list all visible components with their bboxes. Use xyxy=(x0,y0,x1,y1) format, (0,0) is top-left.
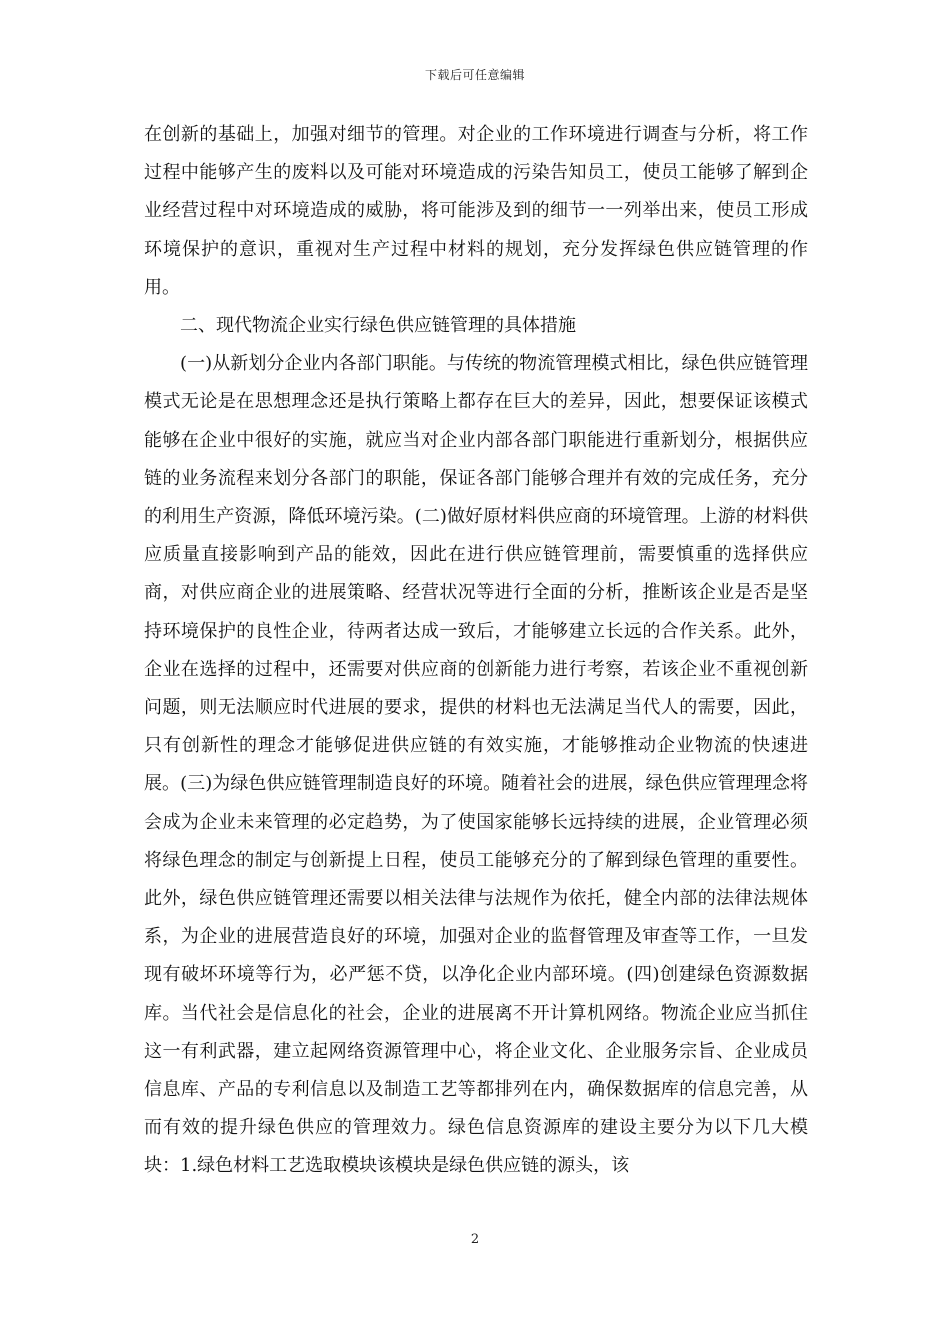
paragraph-measures: (一)从新划分企业内各部门职能。与传统的物流管理模式相比，绿色供应链管理模式无论是在思想理念还是执行策略上都存在巨大的差异，因此，想要保证该模式能够在企业中很好的实施，就应当对企业内部各部门职能进行重新划分，根据供应链的业务流程来划分各部门的职能，保证各部门能够合理并有效的完成任务，充分的利用生产资源，降低环境污染。(二)做好原材料供应商的环境管理。上游的材料供应质量直接影响到产品的能效，因此在进行供应链管理前，需要慎重的选择供应商，对供应商企业的进展策略、经营状况等进行全面的分析，推断该企业是否是坚持环境保护的良性企业，待两者达成一致后，才能够建立长远的合作关系。此外，企业在选择的过程中，还需要对供应商的创新能力进行考察，若该企业不重视创新问题，则无法顺应时代进展的要求，提供的材料也无法满足当代人的需要，因此，只有创新性的理念才能够促进供应链的有效实施，才能够推动企业物流的快速进展。(三)为绿色供应链管理制造良好的环境。随着社会的进展，绿色供应管理理念将会成为企业未来管理的必定趋势，为了使国家能够长远持续的进展，企业管理必须将绿色理念的制定与创新提上日程，使员工能够充分的了解到绿色管理的重要性。此外，绿色供应链管理还需要以相关法律与法规作为依托，健全内部的法律法规体系，为企业的进展营造良好的环境，加强对企业的监督管理及审查等工作，一旦发现有破坏环境等行为，必严惩不贷，以净化企业内部环境。(四)创建绿色资源数据库。当代社会是信息化的社会，企业的进展离不开计算机网络。物流企业应当抓住这一有利武器，建立起网络资源管理中心，将企业文化、企业服务宗旨、企业成员信息库、产品的专利信息以及制造工艺等都排列在内，确保数据库的信息完善，从而有效的提升绿色供应的管理效力。绿色信息资源库的建设主要分为以下几大模块：1.绿色材料工艺选取模块该模块是绿色供应链的源头，该 xyxy=(144,353,808,1177)
section-heading: 二、现代物流企业实行绿色供应链管理的具体措施 xyxy=(180,315,576,337)
page-number: 2 xyxy=(470,1232,480,1247)
paragraph-continuation: 在创新的基础上，加强对细节的管理。对企业的工作环境进行调查与分析，将工作过程中能够产生的废料以及可能对环境造成的污染告知员工，使员工能够了解到企业经营过程中对环境造成的威胁，将可能涉及到的细节一一列举出来，使员工形成环境保护的意识，重视对生产过程中材料的规划，充分发挥绿色供应链管理的作用。 xyxy=(144,124,808,298)
page-header: 下载后可任意编辑 xyxy=(424,68,525,82)
document-body xyxy=(144,116,808,1186)
